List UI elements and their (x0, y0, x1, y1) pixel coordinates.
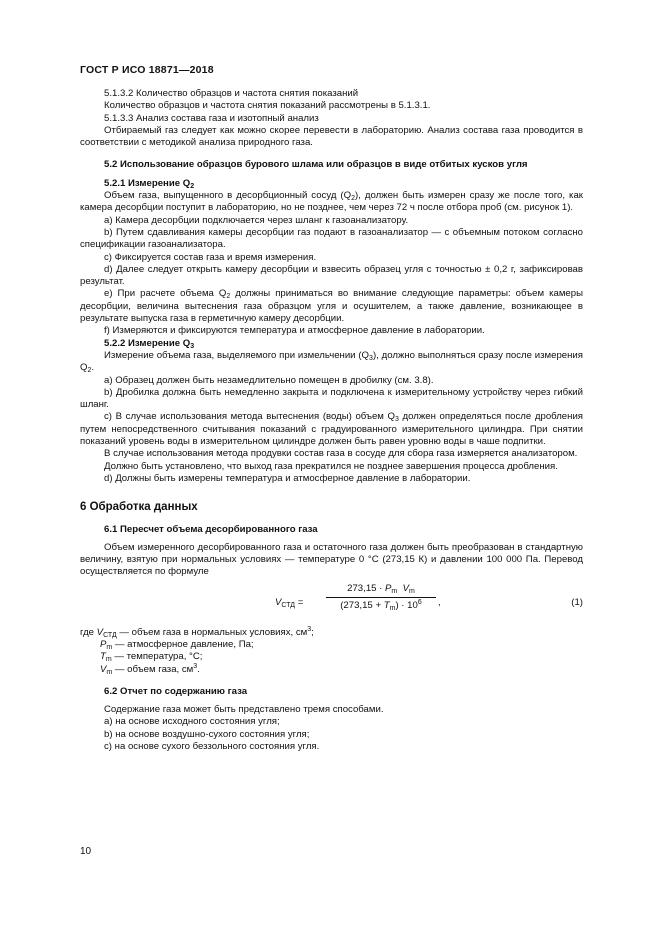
heading-6-1: 6.1 Пересчет объема десорбированного газа (104, 523, 318, 535)
clause-5-1-3-3-title: 5.1.3.3 Анализ состава газа и изотопный анализ (104, 112, 319, 124)
item-5-2-1-d: d) Далее следует открыть камеру десорбции и взвесить образец угля с точностью ± 0,2 г, зафиксировав результат. (80, 263, 583, 288)
clause-5-1-3-2-title: 5.1.3.2 Количество образцов и частота снятия показаний (104, 88, 359, 99)
where-line-pm: $P_m$ — атмосферное давление, Па; (100, 638, 254, 651)
where-line-tm: $T_m$ — температура, °С; (100, 651, 203, 664)
formula-fraction (326, 583, 436, 613)
para-5-2-2: Измерение объема газа, выделяемого при измельчении $(Q_3)$, должно выполняться сразу после измерения $Q_2$. (80, 349, 583, 375)
formula-denominator: $(273,15 + T_m) \cdot 10^6$ (340, 598, 422, 612)
heading-5-2: 5.2 Использование образцов бурового шлама или образцов в виде отбитых кусков угля (104, 159, 528, 171)
item-6-2-b: b) на основе воздушно-сухого состояния угля; (104, 728, 310, 740)
para-purge-method: В случае использования метода продувки состав газа в сосуде для сбора газа измеряется анализатором. (104, 448, 578, 460)
page-content (80, 88, 583, 753)
item-5-2-2-a: a) Образец должен быть незамедлительно помещен в дробилку (см. 3.8). (104, 374, 434, 386)
para-6-2: Содержание газа может быть представлено тремя способами. (104, 704, 384, 716)
page-number: 10 (80, 846, 92, 857)
para-5-2-1: Объем газа, выпущенного в десорбционный сосуд $(Q_2)$, должен быть измерен сразу же после того, как камера десорбции поступит в лабораторию, но не позднее, чем через 72 ч после отбора проб (см. рисунок 1). (80, 190, 584, 214)
item-5-2-1-a: a) Камера десорбции подключается через шланг к газоанализатору. (104, 214, 409, 226)
where-line-vm: $V_m$ — объем газа, $см^3$. (100, 662, 200, 676)
item-6-2-a: a) на основе исходного состояния угля; (104, 716, 280, 728)
page-header: ГОСТ Р ИСО 18871—2018 (80, 64, 214, 76)
item-5-2-1-e: e) При расчете объема $Q_2$ должны приниматься во внимание следующие параметры: объем камеры десорбции, величина вытеснения газа образцом угля и осушителем, а также давление, возникающее в результате выпуска газа в герметичную камеру десорбции. (80, 288, 583, 325)
item-5-2-1-c: c) Фиксируется состав газа и время измерения. (104, 251, 317, 263)
item-5-2-1-b: b) Путем сдавливания камеры десорбции газ подают в газоанализатор — с объемным потоком согласно спецификации газоанализатора. (80, 226, 583, 251)
section-6-title: 6 Обработка данных (80, 501, 198, 514)
formula-comma: , (438, 596, 441, 608)
item-5-2-2-d: d) Должны быть измерены температура и атмосферное давление в лаборатории. (104, 472, 471, 484)
heading-5-2-2: 5.2.2 Измерение $Q_3$ (104, 337, 195, 350)
para-gas-release-end: Должно быть установлено, что выход газа прекратился не позднее завершения процесса дробления. (104, 460, 558, 472)
formula-lhs: $V_{СТД}$ = (275, 596, 304, 609)
formula-numerator: $273,15 \cdot P_m$ $V_m$ (326, 583, 436, 598)
para-6-1: Объем измеренного десорбированного газа и остаточного газа должен быть преобразован в стандартную величину, взятую при нормальных условиях — температуре 0 °С (273,15 К) и давлении 100 000 Па. Перевод осуществляется по формуле (80, 541, 583, 578)
clause-5-1-3-2-text: Количество образцов и частота снятия показаний рассмотрены в 5.1.3.1. (104, 100, 431, 112)
formula-1 (80, 583, 583, 627)
clause-5-1-3-3-text: Отбираемый газ следует как можно скорее перевести в лабораторию. Анализ состава газа проводится в соответствии с методикой анализа природного газа. (80, 124, 583, 149)
item-6-2-c: c) на основе сухого беззольного состояния угля. (104, 741, 320, 753)
item-5-2-2-b: b) Дробилка должна быть немедленно закрыта и подключена к измерительному устройству через гибкий шланг. (80, 386, 583, 411)
heading-6-2: 6.2 Отчет по содержанию газа (104, 685, 248, 697)
item-5-2-2-c: c) В случае использования метода вытеснения (воды) объем $Q_3$ должен определяться после дробления путем непосредственного считывания показаний с градуированного измерительного цилиндра. При снятии показаний уровень воды в измерительном цилиндре должен быть равен уровню воды в чаше подпитки. (80, 411, 583, 448)
item-5-2-1-f: f) Измеряются и фиксируются температура и атмосферное давление в лаборатории. (104, 325, 485, 337)
heading-5-2-1: 5.2.1 Измерение $Q_2$ (104, 177, 195, 190)
formula-number: (1) (571, 596, 583, 608)
where-line-vstd: где $V_{СТД}$ — объем газа в нормальных условиях, $см^3$; (80, 625, 314, 639)
